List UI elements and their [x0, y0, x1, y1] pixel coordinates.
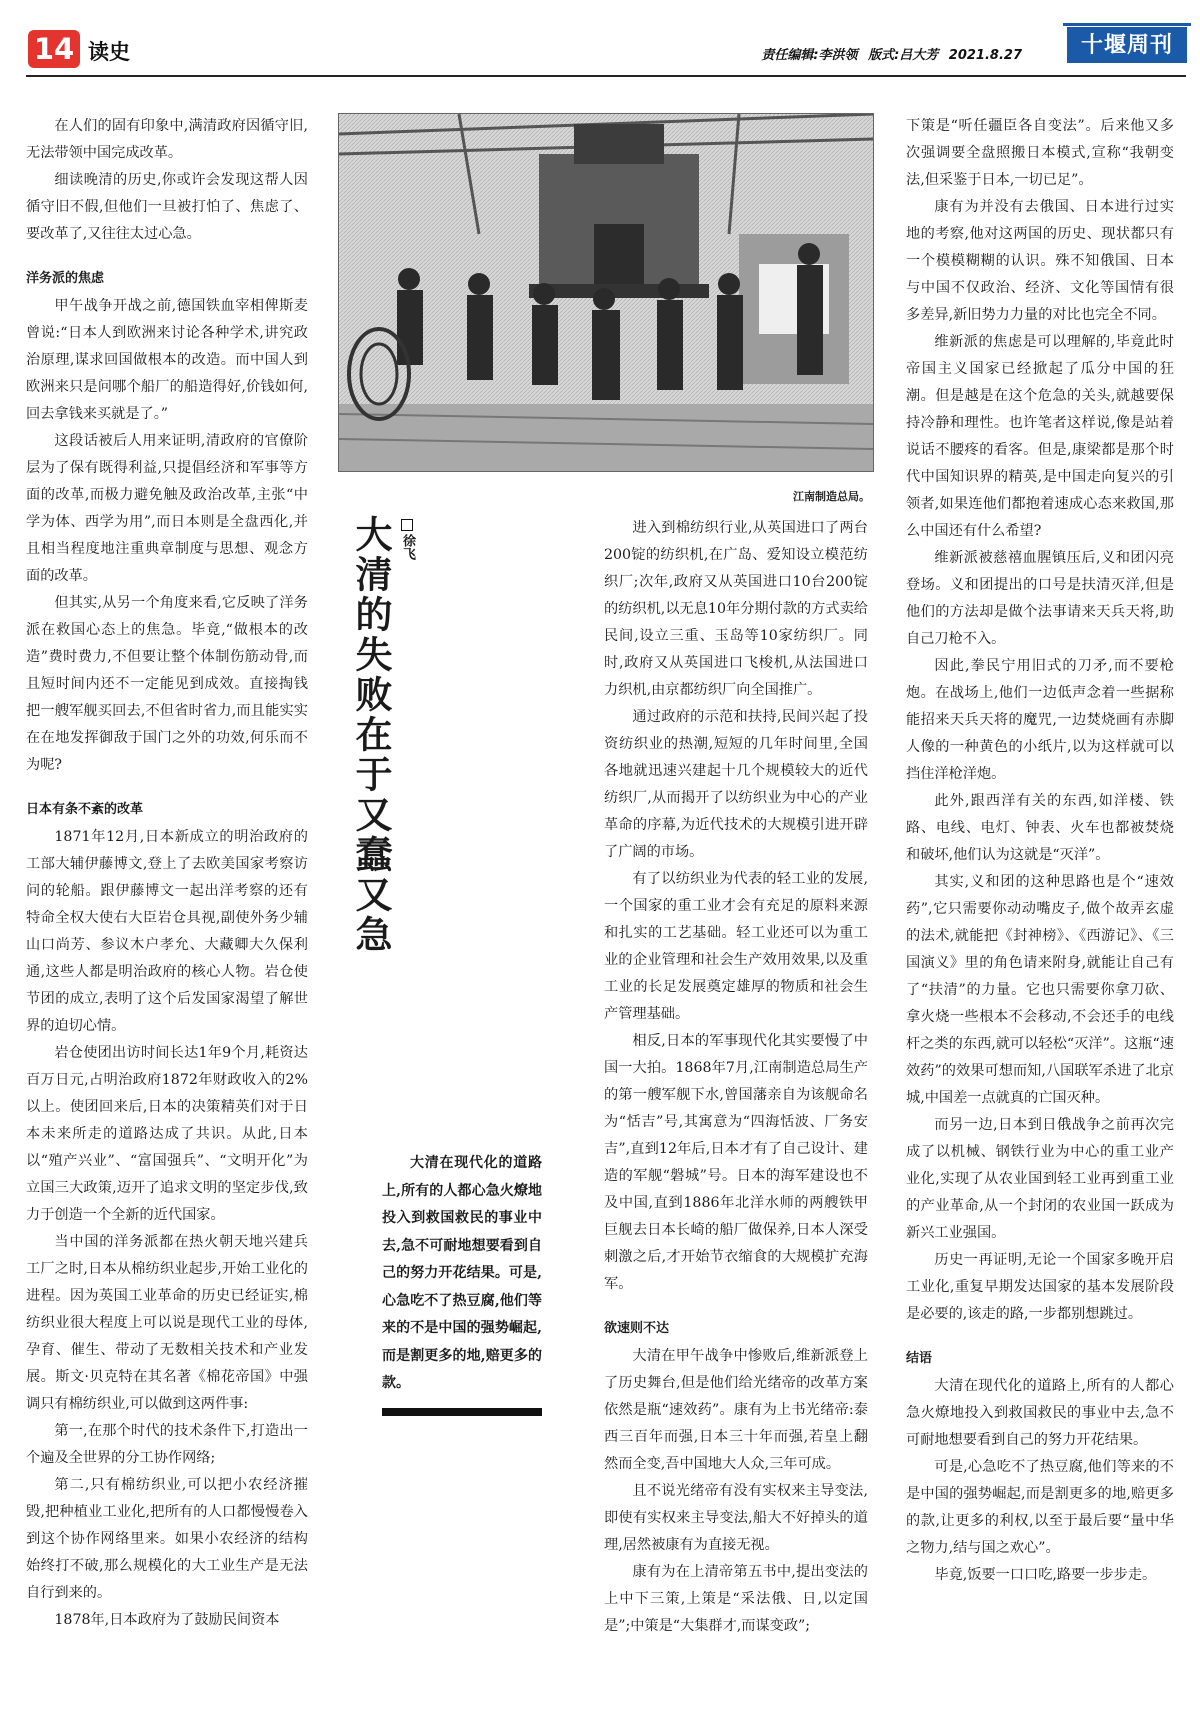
- paragraph: 1871年12月,日本新成立的明治政府的工部大辅伊藤博文,登上了去欧美国家考察访问的轮船。跟伊藤博文一起出洋考察的还有特命全权大使右大臣岩仓具视,副使外务少辅山口尚芳、参议木户孝允、大藏卿大久保利通,这些人都是明治政府的核心人物。岩仓使节团的成立,表明了这个后发国家渴望了解世界的迫切心情。: [26, 829, 308, 1034]
- subheading: 日本有条不紊的改革: [26, 802, 144, 817]
- paragraph: 可是,心急吃不了热豆腐,他们等来的不是中国的强势崛起,而是割更多的地,赔更多的款,让更多的利权,以至于最后要“量中华之物力,结与国之欢心”。: [906, 1459, 1174, 1556]
- paragraph: 而另一边,日本到日俄战争之前再次完成了以机械、钢铁行业为中心的重工业产业化,实现了从农业国到轻工业再到重工业的产业革命,从一个封闭的农业国一跃成为新兴工业强国。: [906, 1117, 1174, 1241]
- newspaper-masthead: 十堰周刊: [1067, 27, 1187, 63]
- paragraph: 岩仓使团出访时间长达1年9个月,耗资达百万日元,占明治政府1872年财政收入的2%以上。使团回来后,日本的决策精英们对于日本未来所走的道路达成了共识。从此,日本以“殖产兴业”、“富国强兵”、“文明开化”为立国三大政策,迈开了追求文明的坚定步伐,致力于创造一个全新的近代国家。: [26, 1045, 308, 1223]
- article-column-1: [26, 113, 308, 1634]
- editor-credits: [755, 44, 1022, 63]
- paragraph: 第一,在那个时代的技术条件下,打造出一个遍及全世界的分工协作网络;: [26, 1423, 308, 1466]
- paragraph: 通过政府的示范和扶持,民间兴起了投资纺织业的热潮,短短的几年时间里,全国各地就迅速兴建起十几个规模较大的近代纺织厂,从而揭开了以纺织业为中心的产业革命的序幕,为近代技术的大规模引进开辟了广阔的市场。: [604, 709, 868, 860]
- paragraph: 进入到棉纺织行业,从英国进口了两台200锭的纺织机,在广岛、爱知设立模范纺织厂;次年,政府又从英国进口10台200锭的纺织机,以无息10年分期付款的方式卖给民间,设立三重、玉岛等10家纺织厂。同时,政府又从英国进口飞梭机,从法国进口力织机,由京都纺织厂向全国推广。: [604, 520, 868, 698]
- paragraph: 第二,只有棉纺织业,可以把小农经济摧毁,把种植业工业化,把所有的人口都慢慢卷入到这个协作网络里来。如果小农经济的结构始终打不破,那么规模化的大工业生产是无法自行到来的。: [26, 1477, 308, 1601]
- layout-name: 版式:吕大芳: [868, 48, 939, 63]
- paragraph: 康有为在上清帝第五书中,提出变法的上中下三策,上策是“采法俄、日,以定国是”;中策是“大集群才,而谋变政”;: [604, 1564, 868, 1634]
- paragraph: 有了以纺织业为代表的轻工业的发展,一个国家的重工业才会有充足的原料来源和扎实的工艺基础。轻工业还可以为重工业的企业管理和社会生产效用效果,以及重工业的长足发展奠定雄厚的物质和社会生产管理基础。: [604, 871, 868, 1022]
- paragraph: 维新派的焦虑是可以理解的,毕竟此时帝国主义国家已经掀起了瓜分中国的狂潮。但是越是在这个危急的关头,就越要保持冷静和理性。也许笔者这样说,像是站着说话不腰疼的看客。但是,康梁都是那个时代中国知识界的精英,是中国走向复兴的引领者,如果连他们都抱着速成心态来救国,那么中国还有什么希望?: [906, 334, 1174, 539]
- paragraph: 此外,跟西洋有关的东西,如洋楼、铁路、电线、电灯、钟表、火车也都被焚烧和破坏,他们认为这就是“灭洋”。: [906, 793, 1174, 863]
- paragraph: 下策是“听任疆臣各自变法”。后来他又多次强调要全盘照搬日本模式,宣称“我朝变法,但采鉴于日本,一切已足”。: [906, 118, 1174, 188]
- paragraph: 在人们的固有印象中,满清政府因循守旧,无法带领中国完成改革。: [26, 118, 308, 161]
- paragraph: 康有为并没有去俄国、日本进行过实地的考察,他对这两国的历史、现状都只有一个模模糊糊的认识。殊不知俄国、日本与中国不仅政治、经济、文化等国情有很多差异,新旧势力力量的对比也完全不同。: [906, 199, 1174, 323]
- paragraph: 当中国的洋务派都在热火朝天地兴建兵工厂之时,日本从棉纺织业起步,开始工业化的进程。因为英国工业革命的历史已经证实,棉纺织业很大程度上可以说是现代工业的母体,孕育、催生、带动了无数相关技术和产业发展。斯文·贝克特在其名著《棉花帝国》中强调只有棉纺织业,可以做到这两件事:: [26, 1234, 308, 1412]
- article-column-3: [906, 113, 1174, 1589]
- editor-name: 责任编辑:李洪领: [761, 48, 858, 63]
- issue-date: 2021.8.27: [948, 48, 1022, 63]
- subheading: 结语: [906, 1351, 933, 1366]
- paragraph: 1878年,日本政府为了鼓励民间资本: [54, 1612, 280, 1628]
- factory-engraving-image: [338, 113, 874, 472]
- paragraph: 大清在现代化的道路上,所有的人都心急火燎地投入到救国救民的事业中去,急不可耐地想要看到自己的努力开花结果。: [906, 1378, 1174, 1448]
- paragraph: 但其实,从另一个角度来看,它反映了洋务派在救国心态上的焦急。毕竟,“做根本的改造”费时费力,不但要让整个体制伤筋动骨,而且短时间内还不一定能见到成效。直接掏钱把一艘军舰买回去,不但省时省力,而且能实实在在地发挥御敌于国门之外的功效,何乐而不为呢?: [26, 595, 308, 773]
- image-caption: 江南制造总局。: [793, 490, 870, 503]
- page-header: [0, 0, 1200, 78]
- paragraph: 毕竟,饭要一口口吃,路要一步步走。: [934, 1567, 1157, 1583]
- byline-square-icon: [401, 519, 413, 531]
- subheading: 欲速则不达: [604, 1321, 670, 1336]
- paragraph: 细读晚清的历史,你或许会发现这帮人因循守旧不假,但他们一旦被打怕了、焦虑了、要改革了,又往往太过心急。: [26, 172, 308, 242]
- article-column-2: [604, 515, 868, 1640]
- author-name: 徐飞: [400, 534, 415, 560]
- factory-engraving-drawing: [339, 114, 873, 471]
- paragraph: 相反,日本的军事现代化其实要慢了中国一大拍。1868年7月,江南制造总局生产的第一艘军舰下水,曾国藩亲自为该舰命名为“恬吉”号,其寓意为“四海恬波、厂务安吉”,直到12年后,日本才有了自己设计、建造的军舰“磐城”号。日本的海军建设也不及中国,直到1886年北洋水师的两艘铁甲巨舰去日本长崎的船厂做保养,日本人深受刺激之后,才开始节衣缩食的大规模扩充海军。: [604, 1033, 868, 1292]
- pull-quote: [382, 1150, 542, 1398]
- paragraph: 大清在甲午战争中惨败后,维新派登上了历史舞台,但是他们给光绪帝的改革方案依然是瓶“速效药”。康有为上书光绪帝:泰西三百年而强,日本三十年而强,若皇上翻然而全变,吾中国地大人众,三年可成。: [604, 1348, 868, 1472]
- subheading: 洋务派的焦虑: [26, 271, 105, 286]
- paragraph: 这段话被后人用来证明,清政府的官僚阶层为了保有既得利益,只提倡经济和军事等方面的改革,而极力避免触及政治改革,主张“中学为体、西学为用”,而日本则是全盘西化,并且相当程度地注重典章制度与思想、观念方面的改革。: [26, 433, 308, 584]
- section-name: 读史: [88, 40, 130, 64]
- paragraph: 因此,拳民宁用旧式的刀矛,而不要枪炮。在战场上,他们一边低声念着一些据称能招来天兵天将的魔咒,一边焚烧画有赤脚人像的一种黄色的小纸片,以为这样就可以挡住洋枪洋炮。: [906, 658, 1174, 782]
- paragraph: 维新派被慈禧血腥镇压后,义和团闪亮登场。义和团提出的口号是扶清灭洋,但是他们的方法却是做个法事请来天兵天将,助自己刀枪不入。: [906, 550, 1174, 647]
- paragraph: 且不说光绪帝有没有实权来主导变法,即使有实权来主导变法,船大不好掉头的道理,居然被康有为直接无视。: [604, 1483, 868, 1553]
- paragraph: 其实,义和团的这种思路也是个“速效药”,它只需要你动动嘴皮子,做个故弄玄虚的法术,就能把《封神榜》、《西游记》、《三国演义》里的角色请来附身,就能让自己有了“扶清”的力量。它也只需要你拿刀砍、拿火烧一些根本不会移动,不会还手的电线杆之类的东西,就可以轻松“灭洋”。这瓶“速效药”的效果可想而知,八国联军杀进了北京城,中国差一点就真的亡国灭种。: [906, 874, 1174, 1106]
- paragraph: 历史一再证明,无论一个国家多晚开启工业化,重复早期发达国家的基本发展阶段是必要的,该走的路,一步都别想跳过。: [906, 1252, 1174, 1322]
- article-title: 大清的失败在于又蠢又急: [349, 515, 393, 955]
- paragraph: 甲午战争开战之前,德国铁血宰相俾斯麦曾说:“日本人到欧洲来讨论各种学术,讲究政治原理,谋求回国做根本的改造。而中国人到欧洲来只是问哪个船厂的船造得好,价钱如何,回去拿钱来买就是了。”: [26, 298, 308, 422]
- pull-quote-text: 大清在现代化的道路上,所有的人都心急火燎地投入到救国救民的事业中去,急不可耐地想要看到自己的努力开花结果。可是,心急吃不了热豆腐,他们等来的不是中国的强势崛起,而是割更多的地,赔更多的款。: [382, 1155, 542, 1391]
- page-number: 14: [28, 30, 80, 68]
- author-byline: [397, 519, 417, 560]
- header-rule: [26, 75, 1186, 77]
- pull-quote-bar: [382, 1408, 542, 1416]
